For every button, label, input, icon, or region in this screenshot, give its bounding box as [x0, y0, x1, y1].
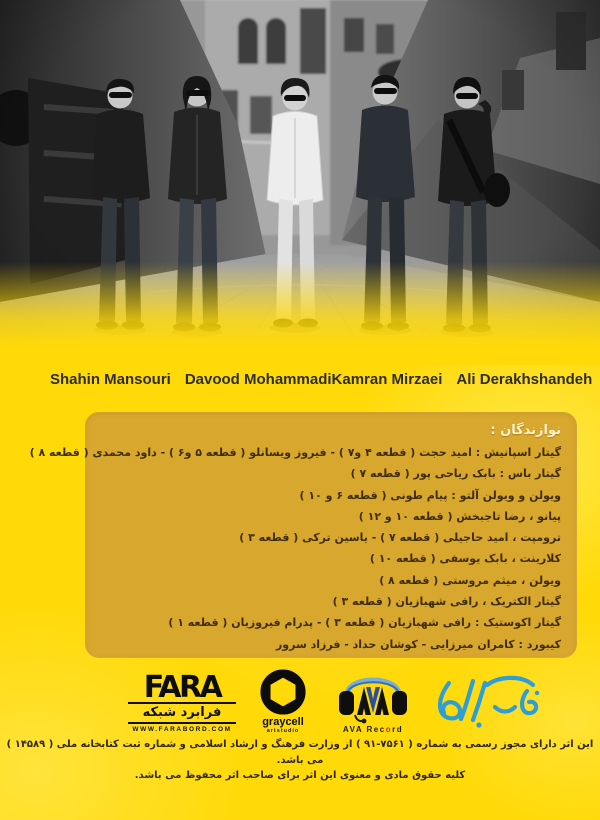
artist-name: Kamran Mirzaei: [331, 370, 443, 388]
ava-label-red-o: o: [385, 724, 393, 734]
graycell-name-text: graycell: [262, 716, 304, 728]
fara-wordmark: [132, 670, 232, 702]
calligraphy-icon: [429, 673, 541, 729]
credit-line-keyboard: کیبورد : کامران میرزایی - کوشان حداد - فرزاد سرور: [275, 637, 561, 651]
ava-record-label: [343, 725, 403, 734]
graycell-subtitle-text: artstudio: [266, 728, 300, 734]
graycell-hexagon-icon: [259, 668, 307, 716]
license-line-1: این اثر دارای مجوز رسمی به شماره ( ۷۵۶۱-۹۱ ) از وزارت فرهنگ و ارشاد اسلامی و شماره ثبت کتابخانه ملی ( ۱۴۵۸۹ ) می باشد.: [6, 739, 594, 766]
fara-persian-name: فرابرد شبکه: [128, 702, 236, 724]
ava-label-right: rd: [392, 724, 404, 734]
credit-line-bass-guitar: گیتار باس : بابک ریاحی پور ( قطعه ۷ ): [350, 467, 561, 481]
fara-website-text: WWW.FARABORD.COM: [132, 725, 232, 733]
credit-line-piano: پیانو ، رضا تاجبخش ( قطعه ۱۰ و ۱۲ ): [358, 509, 561, 523]
credit-line-acoustic-guitar: گیتار اکوستیک : رافی شهبازیان ( قطعه ۳ ) - پدرام فیروزیان ( قطعه ۱ ): [168, 616, 561, 630]
album-title-calligraphy-logo: [426, 673, 544, 729]
credit-line-spanish-guitar: گیتار اسپانیش : امید حجت ( قطعه ۴ و۷ ) - فیروز ویسانلو ( قطعه ۵ و۶ ) - داود محمدی ( قطعه ۸ ): [29, 446, 561, 459]
credit-line-trumpet: ترومپت ، امید حاجیلی ( قطعه ۷ ) - یاسین ترکی ( قطعه ۳ ): [239, 531, 561, 545]
fara-wordmark-text: FARA: [143, 669, 221, 702]
ava-label-left: AVA Rec: [342, 724, 386, 734]
ava-record-logo: [330, 669, 416, 734]
credit-line-violin-alto: ویولن و ویولن آلتو : پیام طونی ( قطعه ۶ و ۱۰ ): [299, 488, 561, 502]
license-disclaimer: [0, 737, 600, 784]
artist-name: Ali Derakhshandeh: [456, 370, 593, 388]
license-line-2: کلیه حقوق مادی و معنوی این اثر برای صاحب اثر محفوظ می باشد.: [134, 770, 466, 781]
artist-name: Shahin Mansouri: [50, 370, 171, 388]
band-photo-illustration: [0, 0, 600, 365]
band-photo: [0, 0, 600, 365]
graycell-logo: [246, 668, 320, 734]
ava-headphones-icon: [331, 669, 415, 725]
credit-line-clarinet: کلارینت ، بابک یوسفی ( قطعه ۱۰ ): [369, 552, 561, 566]
artist-names-left-group: [50, 371, 332, 388]
credits-title: نوازندگان :: [490, 423, 561, 438]
artist-name: Davood Mohammadi: [184, 370, 332, 388]
artist-names-right-group: [332, 371, 593, 388]
fara-logo: [128, 670, 236, 733]
musicians-credits-panel: [29, 412, 577, 658]
artist-names-row: [0, 366, 600, 392]
credit-line-violin: ویولن ، میثم مروستی ( قطعه ۸ ): [379, 573, 561, 587]
logos-row: [0, 662, 600, 740]
credit-line-electric-guitar: گیتار الکتریک ، رافی شهبازیان ( قطعه ۳ ): [332, 595, 561, 609]
